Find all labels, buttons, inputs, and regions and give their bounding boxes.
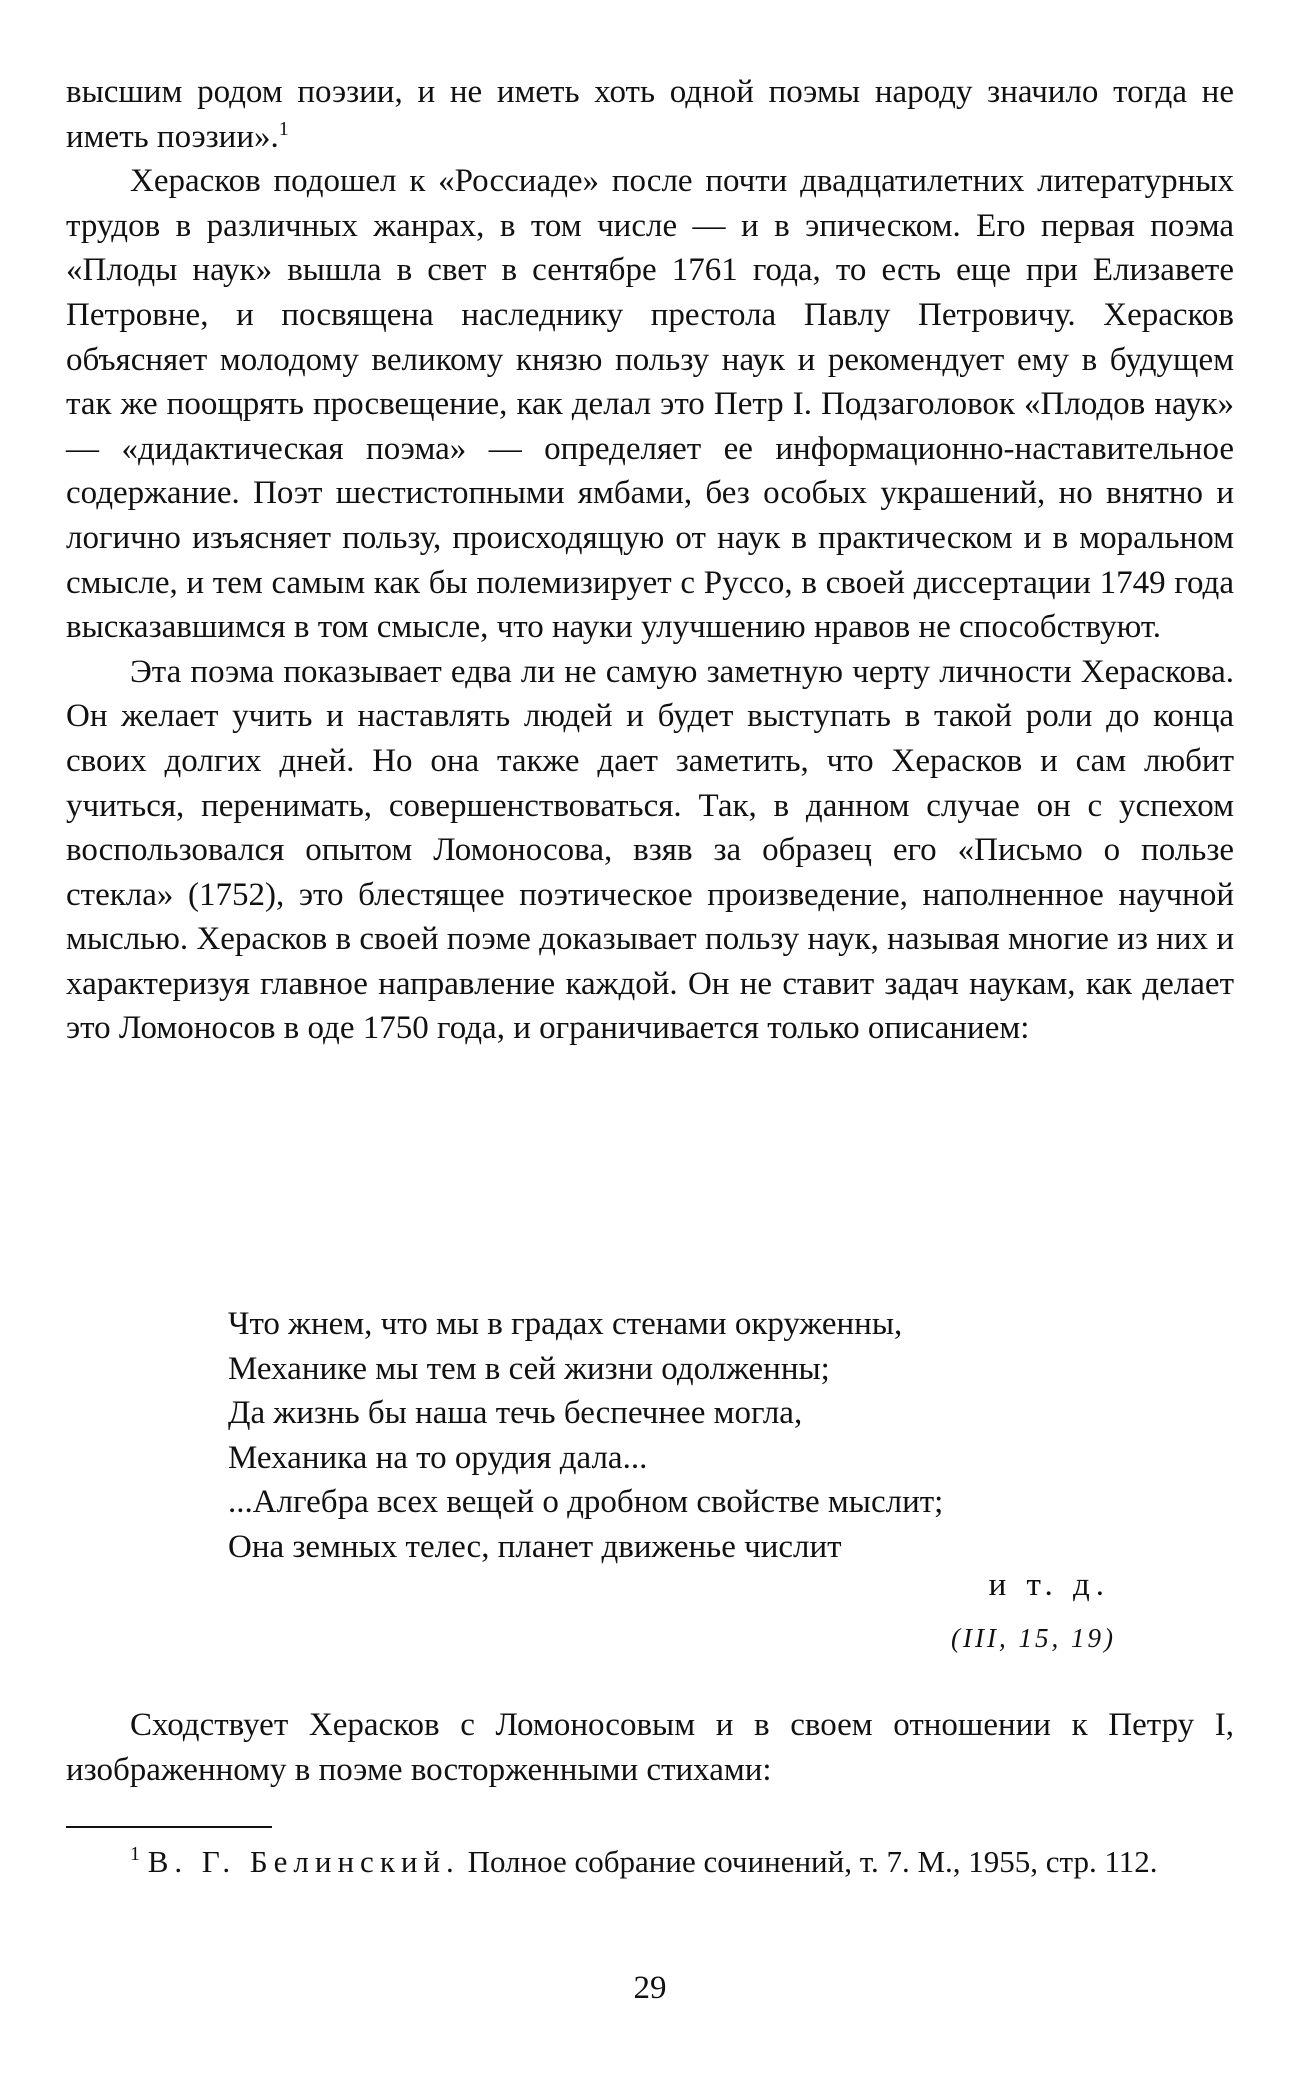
verse-line: ...Алгебра всех вещей о дробном свойстве мыслит; [228, 1484, 944, 1521]
paragraph-kheraskov-poem: Херасков подошел к «Россиаде» после почти двадцатилетних литературных трудов в различных жанрах, в том числе — и в эпическом. Его первая поэма «Плоды наук» вышла в свет в сентябре 1761 года, то есть еще при Елизавете Петровне, и посвящена наследнику престола Павлу Петровичу. Херасков объясняет молодому великому князю пользу наук и рекомендует ему в будущем так же поощрять просвещение, как делал это Петр I. Подзаголовок «Плодов наук» — «дидактическая поэма» — определяет ее информационно-наставительное содержание. Поэт шестистопными ямбами, без особых украшений, но внятно и логично изъясняет пользу, происходящую от наук в практическом и в моральном смысле, и тем самым как бы полемизирует с Руссо, в своей диссертации 1749 года высказавшимся в том смысле, что науки улучшению нравов не способствуют. [66, 163, 1234, 646]
verse-source-reference: (III, 15, 19) [951, 1623, 1116, 1653]
footnote [66, 1841, 1234, 1883]
footnote-text: Полное собрание сочинений, т. 7. М., 1955, стр. 112. [467, 1844, 1158, 1879]
footnote-divider [66, 1826, 272, 1828]
main-text [66, 70, 1234, 1051]
verse-line: Механика на то орудия дала... [228, 1439, 648, 1476]
verse-line: Механике мы тем в сей жизни одолженны; [228, 1350, 830, 1387]
footnote-reference: 1 [278, 117, 289, 140]
footnote-number: 1 [130, 1843, 140, 1865]
verse-quotation [228, 1302, 1128, 1570]
verse-etc: и т. д. [988, 1567, 1110, 1603]
page-number: 29 [633, 1970, 667, 2006]
verse-line: Что жнем, что мы в градах стенами окруженны, [228, 1306, 903, 1342]
paragraph-text: высшим родом поэзии, и не иметь хоть одной поэмы народу значило тогда не иметь поэзии». [66, 74, 1234, 155]
footnote-author: В. Г. Белинский. [147, 1844, 460, 1879]
verse-line: Да жизнь бы наша течь беспечнее могла, [228, 1395, 803, 1432]
paragraph-peter: Сходствует Херасков с Ломоносовым и в своем отношении к Петру I, изображенному в поэме восторженными стихами: [66, 1707, 1234, 1788]
paragraph-kheraskov-trait: Эта поэма показывает едва ли не самую заметную черту личности Хераскова. Он желает учить и наставлять людей и будет выступать в такой роли до конца своих долгих дней. Но она также дает заметить, что Херасков и сам любит учиться, перенимать, совершенствоваться. Так, в данном случае он с успехом воспользовался опытом Ломоносова, взяв за образец его «Письмо о пользе стекла» (1752), это блестящее поэтическое произведение, наполненное научной мыслью. Херасков в своей поэме доказывает пользу наук, называя многие из них и характеризуя главное направление каждой. Он не ставит задач наукам, как делает это Ломоносов в оде 1750 года, и ограничивается только описанием: [66, 653, 1234, 1047]
after-verse-text [66, 1703, 1234, 1792]
verse-line: Она земных телес, планет движенье числит [228, 1528, 842, 1565]
paragraph-continued [66, 70, 1234, 159]
